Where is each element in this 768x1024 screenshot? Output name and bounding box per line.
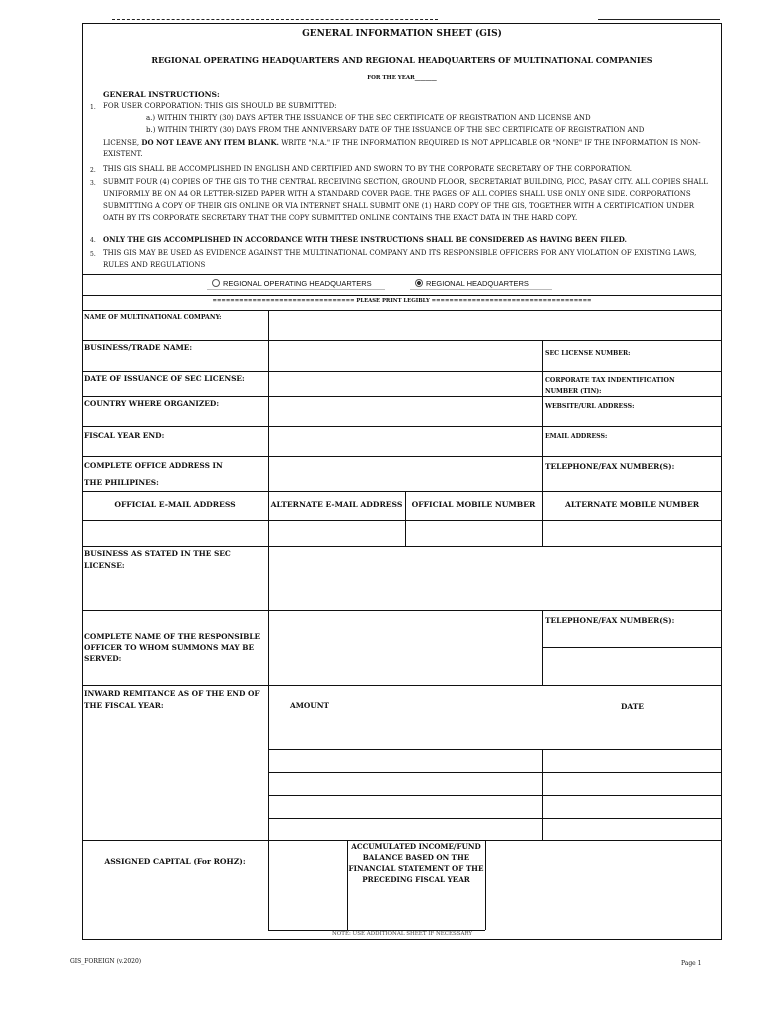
instruction-4: ONLY THE GIS ACCOMPLISHED IN ACCORDANCE WITH THESE INSTRUCTIONS SHALL BE CONSIDERED AS HAVING BEEN FILED. [103,235,627,244]
row-line [82,685,722,686]
item2-number: 2. [90,167,96,174]
official-email-field[interactable] [84,522,266,544]
row-line [82,546,722,547]
top-solid-rule [598,19,720,20]
row-line [82,456,722,457]
for-the-year: FOR THE YEAR________ [367,75,437,81]
note: NOTE: USE ADDITIONAL SHEET IF NECESSARY [331,931,473,937]
tin-label-line2: NUMBER (TIN): [545,388,602,395]
row-line [542,647,722,648]
instruction-1c-rest: WRITE "N.A." IF THE INFORMATION REQUIRED IS NOT APPLICABLE OR "NONE" IF THE INFORMATION IS NON- [281,139,701,147]
sec-license-number-label: SEC LICENSE NUMBER: [545,350,631,357]
page-number: Page 1 [681,960,702,967]
print-legibly: ================================ PLEASE PRINT LEGIBLY ==================================== [212,298,592,304]
accumulated-income-label [347,841,485,885]
row-line [82,491,722,492]
divider [82,274,722,275]
row-line [82,340,722,341]
radio-unselected-icon [212,279,220,287]
telephone2-label: TELEPHONE/FAX NUMBER(S): [545,616,675,625]
officer-label-line3: SERVED: [84,654,122,663]
instruction-5-line2: RULES AND REGULATIONS [103,261,206,269]
col-line [268,310,269,491]
officer-label-line1: COMPLETE NAME OF THE RESPONSIBLE [84,632,261,641]
assigned-capital-field[interactable] [270,842,345,928]
company-name-field[interactable] [270,312,720,338]
divider [82,295,722,296]
form-subtitle: REGIONAL OPERATING HEADQUARTERS AND REGIONAL HEADQUARTERS OF MULTINATIONAL COMPANIES [151,55,653,65]
instruction-2: THIS GIS SHALL BE ACCOMPLISHED IN ENGLISH AND CERTIFIED AND SWORN TO BY THE CORPORATE SECRETARY OF THE CORPORATION. [103,165,633,173]
col-line [542,610,543,685]
assigned-capital-label: ASSIGNED CAPITAL (For ROHZ): [104,857,246,866]
accumulated-income-field[interactable] [487,842,720,928]
instruction-5-line1: THIS GIS MAY BE USED AS EVIDENCE AGAINST THE MULTINATIONAL COMPANY AND ITS RESPONSIBLE OFFICERS FOR ANY VIOLATION OF EXISTING LAWS, [103,249,697,257]
top-dashed-rule [112,19,438,20]
accumulated-label-line2: BALANCE BASED ON THE [362,853,470,862]
instruction-3-line4: OATH BY ITS CORPORATE SECRETARY THAT THE COPY SUBMITTED ONLINE CONTAINS THE EXACT DATA IN THE HARD COPY. [103,214,578,222]
instruction-1a: a.) WITHIN THIRTY (30) DAYS AFTER THE ISSUANCE OF THE SEC CERTIFICATE OF REGISTRATION AND LICENSE AND [146,114,591,122]
business-stated-label-line2: LICENSE: [84,561,125,570]
form-code: GIS_FOREIGN (v.2020) [70,958,142,965]
business-stated-field[interactable] [270,548,720,608]
item5-number: 5. [90,251,96,258]
radio-underline [410,289,552,290]
instruction-1c-prefix: LICENSE, [103,139,140,147]
row-line [82,426,722,427]
instruction-1c-bold: DO NOT LEAVE ANY ITEM BLANK. [141,138,279,147]
office-address-label-line1: COMPLETE OFFICE ADDRESS IN [84,461,223,470]
radio-rohq-label: REGIONAL OPERATING HEADQUARTERS [223,279,372,288]
radio-underline [207,289,385,290]
col-line [542,749,543,840]
company-name-label: NAME OF MULTINATIONAL COMPANY: [84,314,222,321]
amount-header: AMOUNT [290,701,330,710]
date-issuance-field[interactable] [270,373,540,395]
instruction-3-line2: UNIFORMLY BE ON A4 OR LETTER-SIZED PAPER WITH A STANDARD COVER PAGE. THE PAGES OF ALL COPIES SHALL USE ONLY ONE SIDE. CORPORATIONS [103,190,691,198]
website-label: WEBSITE/URL ADDRESS: [545,403,635,410]
accumulated-label-line1: ACCUMULATED INCOME/FUND [351,842,481,851]
radio-selected-icon [415,279,423,287]
radio-rohq[interactable] [212,279,372,288]
office-address-label-line2: THE PHILIPINES: [84,478,159,487]
col-line [485,840,486,930]
officer-label-line2: OFFICER TO WHOM SUMMONS MAY BE [84,643,255,652]
col-line [268,610,269,685]
fiscal-year-end-field[interactable] [270,428,540,455]
item3-number: 3. [90,180,96,187]
remittance-label-line1: INWARD REMITANCE AS OF THE END OF [84,689,260,698]
item1-number: 1. [90,104,96,111]
instruction-1: FOR USER CORPORATION: THIS GIS SHOULD BE SUBMITTED: [103,102,337,110]
radio-rhq[interactable] [415,279,529,288]
alternate-mobile-field[interactable] [544,522,720,544]
instruction-3-line3: SUBMITTING A COPY OF THEIR GIS ONLINE OR VIA INTERNET SHALL SUBMIT ONE (1) HARD COPY OF THE GIS, TOGETHER WITH A CERTIFICATION UNDER [103,202,695,210]
col-line [268,840,269,930]
country-label: COUNTRY WHERE ORGANIZED: [84,399,220,408]
instruction-1c [103,138,701,148]
row-line [82,520,722,521]
official-mobile-header: OFFICIAL MOBILE NUMBER [411,500,536,509]
col-line [268,685,269,840]
alternate-mobile-header: ALTERNATE MOBILE NUMBER [564,500,700,509]
accumulated-label-line4: PRECEDING FISCAL YEAR [362,875,470,884]
instruction-1b: b.) WITHIN THIRTY (30) DAYS FROM THE ANNIVERSARY DATE OF THE ISSUANCE OF THE SEC CERTIFICATE OF REGISTRATION AND [146,126,645,134]
business-stated-label-line1: BUSINESS AS STATED IN THE SEC [84,549,231,558]
country-field[interactable] [270,398,540,424]
alternate-email-header: ALTERNATE E-MAIL ADDRESS [270,500,403,509]
row-line [268,818,722,819]
row-line [82,610,722,611]
instructions-heading: GENERAL INSTRUCTIONS: [103,90,220,99]
tin-label-line1: CORPORATE TAX INDENTIFICATION [545,377,675,384]
form-title: GENERAL INFORMATION SHEET (GIS) [302,29,502,39]
alternate-email-field[interactable] [270,522,403,544]
remittance-label-line2: THE FISCAL YEAR: [84,701,164,710]
accumulated-label-line3: FINANCIAL STATEMENT OF THE [348,864,484,873]
row-line [268,795,722,796]
instruction-3-line1: SUBMIT FOUR (4) COPIES OF THE GIS TO THE CENTRAL RECEIVING SECTION, GROUND FLOOR, SECRETARIAT BUILDING, PICC, PASAY CITY. ALL COPIES SHALL [103,178,708,186]
telephone-label: TELEPHONE/FAX NUMBER(S): [545,462,675,471]
fiscal-year-end-label: FISCAL YEAR END: [84,431,165,440]
col-line [542,340,543,491]
email-address-label: EMAIL ADDRESS: [545,433,608,440]
business-name-label: BUSINESS/TRADE NAME: [84,343,193,352]
radio-rhq-label: REGIONAL HEADQUARTERS [426,279,529,288]
divider [82,310,722,311]
official-mobile-field[interactable] [407,522,540,544]
col-line [268,546,269,610]
date-issuance-label: DATE OF ISSUANCE OF SEC LICENSE: [84,374,245,383]
row-line [268,749,722,750]
business-name-field[interactable] [270,342,540,369]
row-line [82,396,722,397]
instruction-1d: EXISTENT. [103,150,143,158]
date-header: DATE [621,702,644,711]
official-email-header: OFFICIAL E-MAIL ADDRESS [114,500,236,509]
officer-field[interactable] [270,612,540,683]
office-address-field[interactable] [270,458,540,489]
row-line [268,772,722,773]
row-line [82,371,722,372]
item4-number: 4. [90,237,96,244]
